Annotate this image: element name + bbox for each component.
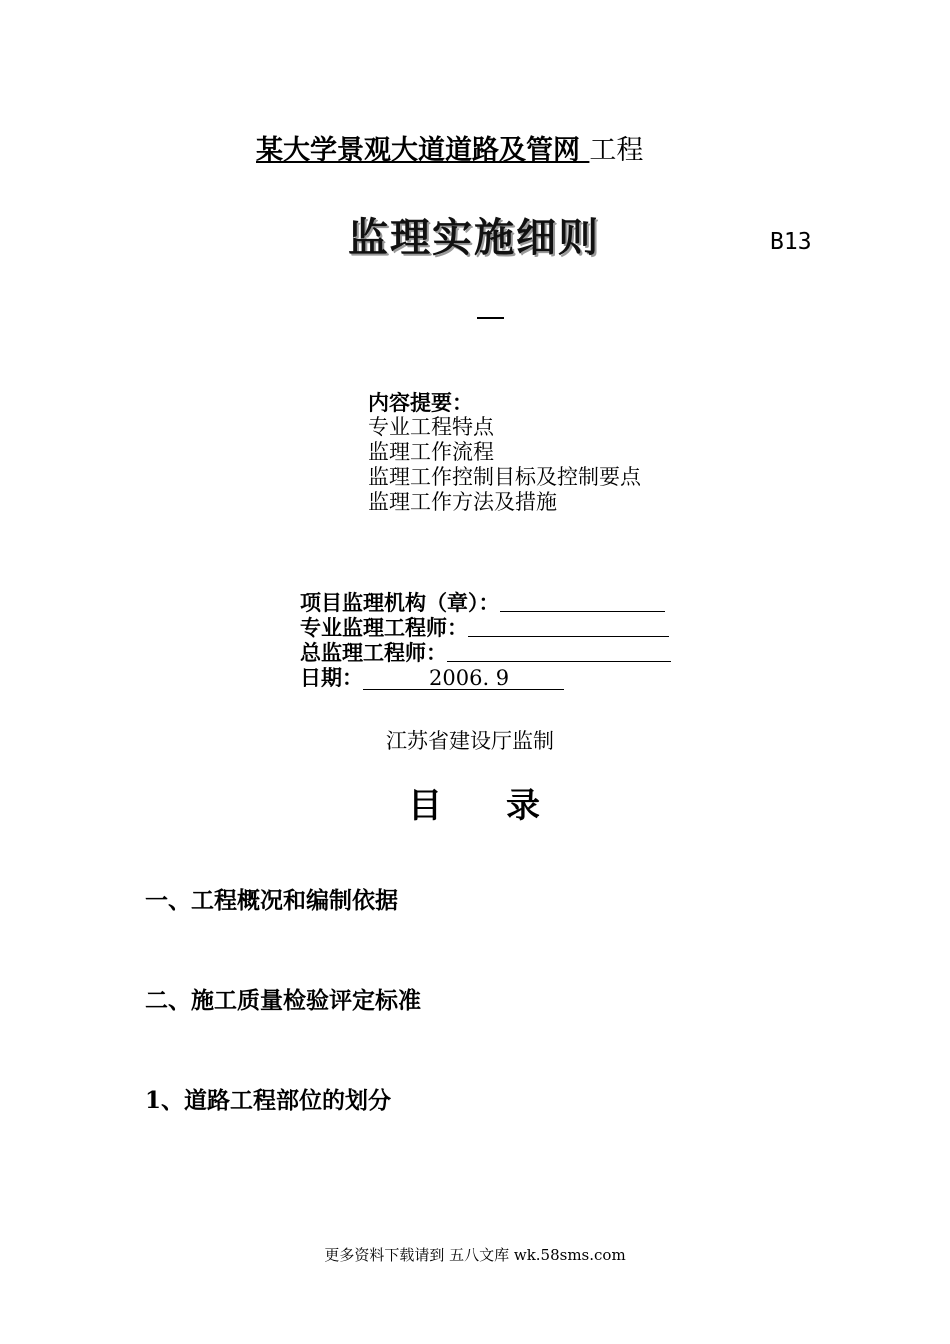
date-row xyxy=(300,665,671,690)
project-suffix: 工程 xyxy=(589,135,644,166)
summary-heading: 内容提要： xyxy=(368,390,473,415)
document-code: B13 xyxy=(770,229,812,255)
toc-title xyxy=(408,785,540,827)
project-name: 某大学景观大道道路及管网 xyxy=(256,135,590,166)
summary-item: 监理工作流程 xyxy=(368,440,494,464)
summary-item: 监理工作方法及措施 xyxy=(368,490,557,514)
toc-title-left: 目 xyxy=(408,786,442,826)
org-row xyxy=(300,590,671,615)
toc-title-right: 录 xyxy=(506,786,540,826)
org-signature-blank xyxy=(500,591,665,612)
issuer: 江苏省建设厅监制 xyxy=(386,729,554,753)
chief-row xyxy=(300,640,671,665)
title-dash xyxy=(477,317,504,319)
chief-label: 总监理工程师： xyxy=(300,640,447,665)
content-summary xyxy=(368,390,641,515)
summary-item: 专业工程特点 xyxy=(368,415,494,439)
toc-item[interactable]: 1、道路工程部位的划分 xyxy=(145,1087,392,1114)
toc-item[interactable]: 一、工程概况和编制依据 xyxy=(145,887,398,914)
summary-item: 监理工作控制目标及控制要点 xyxy=(368,465,641,489)
chief-signature-blank xyxy=(447,641,671,662)
date-value: 2006. 9 xyxy=(363,667,564,690)
engineer-label: 专业监理工程师： xyxy=(300,615,468,640)
date-label: 日期： xyxy=(300,665,363,690)
engineer-row xyxy=(300,615,671,640)
document-title: 监理实施细则 xyxy=(348,214,600,261)
toc-item[interactable]: 二、施工质量检验评定标准 xyxy=(145,987,421,1014)
footer-download-note: 更多资料下载请到 五八文库 wk.58sms.com xyxy=(324,1246,626,1264)
signature-block xyxy=(300,590,671,690)
engineer-signature-blank xyxy=(468,616,669,637)
project-title xyxy=(256,134,643,168)
org-label: 项目监理机构（章）： xyxy=(300,590,500,615)
